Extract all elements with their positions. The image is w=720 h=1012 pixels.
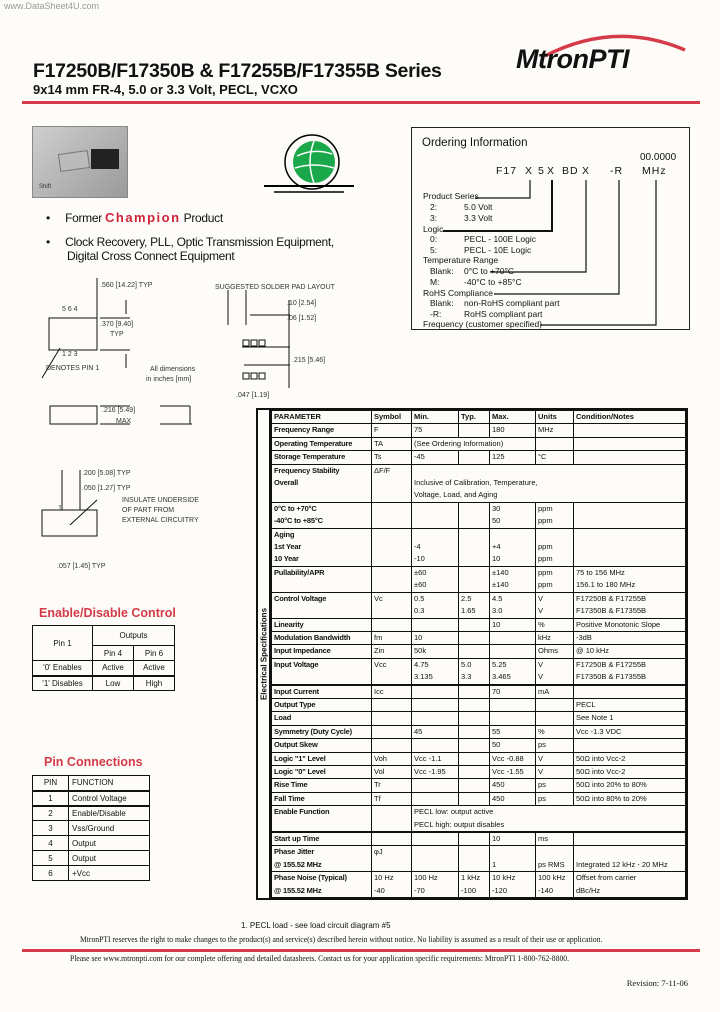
spec-cell bbox=[574, 502, 686, 528]
spec-cell: 0.5 0.3 bbox=[412, 592, 459, 618]
spec-cell: Condition/Notes bbox=[574, 411, 686, 424]
footnote: 1. PECL load - see load circuit diagram #5 bbox=[241, 921, 391, 930]
spec-row bbox=[272, 566, 686, 592]
spec-row bbox=[272, 451, 686, 464]
spec-cell: 125 bbox=[490, 451, 536, 464]
spec-cell: °C bbox=[536, 451, 574, 464]
logic-label: Logic bbox=[423, 224, 444, 234]
spec-cell bbox=[412, 846, 459, 872]
spec-cell: 75 bbox=[412, 424, 459, 437]
spec-cell: 30 50 bbox=[490, 502, 536, 528]
spec-cell: 4.75 3.135 bbox=[412, 658, 459, 684]
pin-function: Enable/Disable bbox=[69, 806, 150, 821]
photo-key-label: Shift bbox=[39, 184, 52, 190]
spec-cell bbox=[459, 631, 490, 644]
pin-number: 5 bbox=[33, 851, 69, 866]
pin-number: 1 bbox=[33, 791, 69, 806]
header-pin4: Pin 4 bbox=[93, 646, 134, 661]
spec-cell: 50 bbox=[490, 739, 536, 752]
spec-row bbox=[272, 618, 686, 631]
rohs-options: Blank: non-RoHS compliant part -R: RoHS compliant part bbox=[430, 298, 560, 319]
spec-cell: 10 kHz -120 bbox=[490, 872, 536, 898]
spec-cell bbox=[459, 528, 490, 566]
spec-cell bbox=[459, 566, 490, 592]
pins-bottom-label: 1 2 3 bbox=[62, 351, 78, 358]
spec-row bbox=[272, 752, 686, 765]
spec-cell: 50Ω into 80% to 20% bbox=[574, 792, 686, 805]
pin-one-marker: 1 bbox=[58, 505, 62, 512]
ordering-title: Ordering Information bbox=[422, 137, 528, 149]
spec-cell: 5.25 3.465 bbox=[490, 658, 536, 684]
spec-cell: 2.5 1.65 bbox=[459, 592, 490, 618]
spec-cell bbox=[412, 618, 459, 631]
spec-cell: mA bbox=[536, 685, 574, 699]
spec-parameter: Rise Time bbox=[272, 779, 372, 792]
spec-cell: 450 bbox=[490, 779, 536, 792]
spec-cell: @ 10 kHz bbox=[574, 645, 686, 658]
spec-cell: ±140 ±140 bbox=[490, 566, 536, 592]
spec-parameter: Start up Time bbox=[272, 832, 372, 846]
spec-parameter: Frequency Stability Overall bbox=[272, 464, 372, 502]
spec-cell: Vcc bbox=[372, 658, 412, 684]
dim-height: .216 [5.49] bbox=[102, 407, 136, 414]
spec-cell: Vcc -1.3 VDC bbox=[574, 725, 686, 738]
spec-parameter: Storage Temperature bbox=[272, 451, 372, 464]
spec-row bbox=[272, 806, 686, 832]
logic-options: 0: PECL - 100E Logic 5: PECL - 10E Logic bbox=[430, 234, 536, 255]
part-code-segment: X bbox=[525, 165, 534, 177]
spec-cell: 450 bbox=[490, 792, 536, 805]
pad-dim-4: .047 [1.19] bbox=[236, 392, 270, 399]
part-code-segment: X bbox=[547, 165, 556, 177]
spec-cell: 50Ω into Vcc-2 bbox=[574, 765, 686, 778]
spec-row bbox=[272, 528, 686, 566]
spec-cell: ps bbox=[536, 739, 574, 752]
spec-cell bbox=[372, 618, 412, 631]
spec-cell bbox=[372, 832, 412, 846]
spec-cell bbox=[459, 502, 490, 528]
spec-cell bbox=[412, 502, 459, 528]
company-logo: MtronPTI bbox=[516, 44, 629, 74]
spec-cell: F17250B & F17255B F17350B & F17355B bbox=[574, 592, 686, 618]
spec-cell bbox=[574, 685, 686, 699]
spec-row bbox=[272, 592, 686, 618]
spec-cell bbox=[459, 832, 490, 846]
spec-cell: Ohms bbox=[536, 645, 574, 658]
spec-cell bbox=[574, 739, 686, 752]
spec-parameter: Logic "0" Level bbox=[272, 765, 372, 778]
spec-parameter: 0°C to +70°C -40°C to +85°C bbox=[272, 502, 372, 528]
page-subtitle: 9x14 mm FR-4, 5.0 or 3.3 Volt, PECL, VCXO bbox=[33, 82, 298, 97]
spec-cell: -4 -10 bbox=[412, 528, 459, 566]
dims-note-2: in inches [mm] bbox=[146, 376, 192, 383]
spec-cell: ps bbox=[536, 779, 574, 792]
spec-cell bbox=[536, 437, 574, 450]
header-function: FUNCTION bbox=[69, 776, 150, 791]
spec-cell bbox=[412, 792, 459, 805]
spec-cell: ΔF/F bbox=[372, 464, 412, 502]
spec-cell bbox=[490, 645, 536, 658]
dim-height-max: MAX bbox=[116, 418, 132, 425]
spec-cell bbox=[412, 685, 459, 699]
spec-row bbox=[272, 846, 686, 872]
spec-cell bbox=[459, 792, 490, 805]
pin-number: 3 bbox=[33, 821, 69, 836]
pins-top-label: 5 6 4 bbox=[62, 306, 78, 313]
spec-cell: 50k bbox=[412, 645, 459, 658]
enable-disable-title: Enable/Disable Control bbox=[39, 606, 176, 620]
spec-cell: TA bbox=[372, 437, 412, 450]
spec-parameter: Output Type bbox=[272, 698, 372, 711]
spec-parameter: Aging 1st Year 10 Year bbox=[272, 528, 372, 566]
spec-cell: kHz bbox=[536, 631, 574, 644]
header-pin6: Pin 6 bbox=[134, 646, 175, 661]
spec-cell bbox=[412, 712, 459, 725]
header-pin: PIN bbox=[33, 776, 69, 791]
spec-parameter: Phase Noise (Typical) @ 155.52 MHz bbox=[272, 872, 372, 898]
spec-cell: 50Ω into Vcc-2 bbox=[574, 752, 686, 765]
spec-cell bbox=[459, 424, 490, 437]
product-series-options: 2: 5.0 Volt 3: 3.3 Volt bbox=[430, 202, 493, 223]
spec-parameter: Load bbox=[272, 712, 372, 725]
spec-parameter: Modulation Bandwidth bbox=[272, 631, 372, 644]
insulate-note-2: OF PART FROM bbox=[122, 507, 175, 514]
spec-parameter: Phase Jitter @ 155.52 MHz bbox=[272, 846, 372, 872]
spec-row bbox=[272, 685, 686, 699]
spec-cell bbox=[459, 739, 490, 752]
spec-cell: Zin bbox=[372, 645, 412, 658]
spec-cell: Inclusive of Calibration, Temperature, Voltage, Load, and Aging bbox=[412, 464, 686, 502]
spec-cell: V bbox=[536, 765, 574, 778]
insulate-note-3: EXTERNAL CIRCUITRY bbox=[122, 517, 199, 524]
part-code-segment: MHz bbox=[642, 165, 667, 177]
spec-cell: -45 bbox=[412, 451, 459, 464]
spec-cell: 100 kHz -140 bbox=[536, 872, 574, 898]
spec-cell bbox=[459, 685, 490, 699]
pin-function: Output bbox=[69, 836, 150, 851]
part-code-segment: X bbox=[582, 165, 591, 177]
header-divider bbox=[22, 101, 700, 104]
spec-cell bbox=[574, 451, 686, 464]
bullet-former: • Former Champion Product bbox=[46, 210, 223, 225]
spec-parameter: Enable Function bbox=[272, 806, 372, 832]
pin-function: Control Voltage bbox=[69, 791, 150, 806]
spec-parameter: Pullability/APR bbox=[272, 566, 372, 592]
product-text: Product bbox=[183, 211, 223, 225]
revision: Revision: 7-11-06 bbox=[626, 978, 688, 988]
spec-cell: Ts bbox=[372, 451, 412, 464]
spec-cell: F17250B & F17255B F17350B & F17355B bbox=[574, 658, 686, 684]
solder-pad-title: SUGGESTED SOLDER PAD LAYOUT bbox=[215, 284, 335, 291]
table-row bbox=[33, 836, 150, 851]
spec-cell bbox=[412, 832, 459, 846]
spec-row bbox=[272, 765, 686, 778]
spec-row bbox=[272, 792, 686, 805]
spec-cell bbox=[412, 739, 459, 752]
spec-row bbox=[272, 725, 686, 738]
spec-cell bbox=[574, 832, 686, 846]
spec-row bbox=[272, 437, 686, 450]
part-code-segment: -R bbox=[610, 165, 624, 177]
spec-table bbox=[271, 410, 686, 898]
spec-header-row bbox=[272, 411, 686, 424]
apps-line1: Clock Recovery, PLL, Optic Transmission Equipment, bbox=[65, 235, 334, 249]
dim-length: .560 [14.22] TYP bbox=[100, 282, 153, 289]
apps-line2: Digital Cross Connect Equipment bbox=[67, 249, 235, 263]
spec-cell: -3dB bbox=[574, 631, 686, 644]
header-pin1: Pin 1 bbox=[33, 626, 93, 661]
spec-cell: 10 bbox=[490, 618, 536, 631]
spec-cell: PECL bbox=[574, 698, 686, 711]
pad-dim-3: .215 [5.46] bbox=[292, 357, 326, 364]
table-row bbox=[33, 866, 150, 881]
spec-cell: 45 bbox=[412, 725, 459, 738]
spec-cell: 10 bbox=[412, 631, 459, 644]
spec-cell bbox=[490, 698, 536, 711]
spec-cell bbox=[459, 725, 490, 738]
spec-cell bbox=[372, 739, 412, 752]
spec-parameter: PARAMETER bbox=[272, 411, 372, 424]
part-code-segment: 5 bbox=[538, 165, 545, 177]
spec-cell: 10 bbox=[490, 832, 536, 846]
spec-cell bbox=[574, 528, 686, 566]
spec-cell bbox=[372, 502, 412, 528]
spec-cell: Min. bbox=[412, 411, 459, 424]
spec-side-label: Electrical Specifications bbox=[258, 410, 271, 898]
spec-cell bbox=[459, 779, 490, 792]
spec-row bbox=[272, 502, 686, 528]
spec-parameter: Input Voltage bbox=[272, 658, 372, 684]
spec-cell bbox=[574, 437, 686, 450]
spec-cell: Vc bbox=[372, 592, 412, 618]
spec-cell: See Note 1 bbox=[574, 712, 686, 725]
spec-row bbox=[272, 698, 686, 711]
rohs-compliant-icon bbox=[262, 126, 362, 200]
enable-disable-table bbox=[32, 625, 175, 691]
page-title: F17250B/F17350B & F17255B/F17355B Series bbox=[33, 60, 442, 82]
spec-cell: Positive Monotonic Slope bbox=[574, 618, 686, 631]
spec-cell bbox=[536, 712, 574, 725]
spec-cell: Vcc -0.88 bbox=[490, 752, 536, 765]
pin-function: +Vcc bbox=[69, 866, 150, 881]
insulate-note-1: INSULATE UNDERSIDE bbox=[122, 497, 199, 504]
spec-cell bbox=[372, 725, 412, 738]
part-code-segment: BD bbox=[562, 165, 579, 177]
spec-cell: 1 bbox=[490, 846, 536, 872]
spec-cell: fm bbox=[372, 631, 412, 644]
spec-cell bbox=[372, 566, 412, 592]
spec-cell: +4 10 bbox=[490, 528, 536, 566]
pin-function: Vss/Ground bbox=[69, 821, 150, 836]
table-row: '0' Enables Active Active bbox=[33, 661, 175, 676]
spec-cell bbox=[459, 765, 490, 778]
pin-function: Output bbox=[69, 851, 150, 866]
pad-dim-1: .10 [2.54] bbox=[287, 300, 317, 307]
spec-cell bbox=[372, 712, 412, 725]
spec-cell bbox=[372, 528, 412, 566]
spec-parameter: Input Current bbox=[272, 685, 372, 699]
spec-cell: Units bbox=[536, 411, 574, 424]
pin-connections-title: Pin Connections bbox=[44, 755, 143, 769]
spec-cell bbox=[574, 424, 686, 437]
spec-cell: Typ. bbox=[459, 411, 490, 424]
spec-cell: Vcc -1.95 bbox=[412, 765, 459, 778]
spec-cell: % bbox=[536, 618, 574, 631]
spec-parameter: Control Voltage bbox=[272, 592, 372, 618]
spec-cell: Icc bbox=[372, 685, 412, 699]
spec-cell: MHz bbox=[536, 424, 574, 437]
spec-cell: ms bbox=[536, 832, 574, 846]
spec-cell: V bbox=[536, 752, 574, 765]
spec-row bbox=[272, 645, 686, 658]
spec-cell: ppm ppm bbox=[536, 528, 574, 566]
spec-row bbox=[272, 872, 686, 898]
ordering-information bbox=[411, 127, 690, 330]
spec-row bbox=[272, 779, 686, 792]
spec-cell bbox=[459, 698, 490, 711]
spec-row bbox=[272, 424, 686, 437]
spec-cell bbox=[459, 645, 490, 658]
spec-cell bbox=[490, 712, 536, 725]
spec-cell: Tf bbox=[372, 792, 412, 805]
spec-cell bbox=[459, 618, 490, 631]
spec-cell: 5.0 3.3 bbox=[459, 658, 490, 684]
header-outputs: Outputs bbox=[93, 626, 175, 646]
spec-cell: 75 to 156 MHz 156.1 to 180 MHz bbox=[574, 566, 686, 592]
spec-cell: Tr bbox=[372, 779, 412, 792]
spec-row bbox=[272, 739, 686, 752]
spec-cell: 1 kHz -100 bbox=[459, 872, 490, 898]
dim-pad-width: .050 [1.27] TYP bbox=[82, 485, 131, 492]
spec-cell: PECL low: output active PECL high: output disables bbox=[412, 806, 686, 832]
spec-cell: (See Ordering Information) bbox=[412, 437, 536, 450]
spec-cell: 70 bbox=[490, 685, 536, 699]
spec-cell bbox=[459, 846, 490, 872]
pad-dim-2: .06 [1.52] bbox=[287, 315, 317, 322]
spec-parameter: Operating Temperature bbox=[272, 437, 372, 450]
product-photo bbox=[32, 126, 128, 198]
dim-width: .370 [9.40] bbox=[100, 321, 134, 328]
table-row bbox=[33, 806, 150, 821]
pin-connections-table bbox=[32, 775, 150, 881]
spec-cell bbox=[459, 712, 490, 725]
pin-number: 2 bbox=[33, 806, 69, 821]
electrical-specifications bbox=[256, 408, 688, 900]
spec-cell bbox=[490, 631, 536, 644]
pin-number: 6 bbox=[33, 866, 69, 881]
spec-cell: 100 Hz -70 bbox=[412, 872, 459, 898]
dims-note-1: All dimensions bbox=[150, 366, 196, 373]
spec-row bbox=[272, 631, 686, 644]
spec-cell bbox=[536, 698, 574, 711]
spec-cell: F bbox=[372, 424, 412, 437]
dim-width-typ: TYP bbox=[110, 331, 124, 338]
spec-cell: Voh bbox=[372, 752, 412, 765]
spec-cell: ps bbox=[536, 792, 574, 805]
spec-cell: 4.5 3.0 bbox=[490, 592, 536, 618]
spec-parameter: Output Skew bbox=[272, 739, 372, 752]
table-row: '1' Disables Low High bbox=[33, 676, 175, 691]
table-row bbox=[33, 791, 150, 806]
pin1-note: DENOTES PIN 1 bbox=[46, 365, 100, 372]
freq-example: 00.0000 bbox=[640, 152, 677, 163]
spec-cell: % bbox=[536, 725, 574, 738]
bullet-applications: • Clock Recovery, PLL, Optic Transmission Equipment, Digital Cross Connect Equipment bbox=[46, 235, 334, 263]
former-text: Former bbox=[65, 211, 102, 225]
spec-row bbox=[272, 712, 686, 725]
rohs-label: RoHS Compliance bbox=[423, 288, 493, 298]
spec-cell: Vcc -1.55 bbox=[490, 765, 536, 778]
spec-parameter: Logic "1" Level bbox=[272, 752, 372, 765]
spec-row bbox=[272, 832, 686, 846]
temperature-options: Blank: 0°C to +70°C M: -40°C to +85°C bbox=[430, 266, 522, 287]
spec-parameter: Symmetry (Duty Cycle) bbox=[272, 725, 372, 738]
spec-cell: ppm ppm bbox=[536, 502, 574, 528]
spec-cell bbox=[372, 698, 412, 711]
spec-parameter: Fall Time bbox=[272, 792, 372, 805]
spec-cell: Integrated 12 kHz - 20 MHz bbox=[574, 846, 686, 872]
spec-cell: Vcc -1.1 bbox=[412, 752, 459, 765]
spec-cell: 55 bbox=[490, 725, 536, 738]
spec-row bbox=[272, 658, 686, 684]
spec-cell: ppm ppm bbox=[536, 566, 574, 592]
spec-cell bbox=[372, 806, 412, 832]
spec-cell: ±60 ±60 bbox=[412, 566, 459, 592]
product-series-label: Product Series bbox=[423, 191, 479, 201]
dim-pad-len: .057 [1.45] TYP bbox=[57, 563, 106, 570]
spec-parameter: Linearity bbox=[272, 618, 372, 631]
spec-cell: V V bbox=[536, 592, 574, 618]
spec-cell: Offset from carrier dBc/Hz bbox=[574, 872, 686, 898]
temperature-label: Temperature Range bbox=[423, 255, 499, 265]
contact-line: Please see www.mtronpti.com for our complete offering and detailed datasheets. Contact us for your application specific requirements: MtronPTI 1-800-762-8800. bbox=[70, 953, 570, 963]
pin-number: 4 bbox=[33, 836, 69, 851]
spec-cell: ps RMS bbox=[536, 846, 574, 872]
spec-cell bbox=[459, 752, 490, 765]
disclaimer: MtronPTI reserves the right to make changes to the product(s) and service(s) described herein without notice. No liability is assumed as a result of their use or application. bbox=[80, 934, 603, 944]
frequency-label: Frequency (customer specified) bbox=[423, 319, 543, 329]
table-row bbox=[33, 851, 150, 866]
part-code-segment: F17 bbox=[496, 165, 518, 177]
spec-cell: 50Ω into 20% to 80% bbox=[574, 779, 686, 792]
champion-logo: Champion bbox=[105, 210, 181, 225]
spec-cell: V V bbox=[536, 658, 574, 684]
spec-parameter: Input Impedance bbox=[272, 645, 372, 658]
spec-row bbox=[272, 464, 686, 502]
dim-pitch: .200 [5.08] TYP bbox=[82, 470, 131, 477]
watermark: www.DataSheet4U.com bbox=[4, 1, 100, 11]
spec-cell bbox=[412, 779, 459, 792]
spec-cell: 180 bbox=[490, 424, 536, 437]
spec-cell: 10 Hz -40 bbox=[372, 872, 412, 898]
table-row bbox=[33, 821, 150, 836]
spec-cell bbox=[412, 698, 459, 711]
spec-cell bbox=[459, 451, 490, 464]
spec-parameter: Frequency Range bbox=[272, 424, 372, 437]
footer-divider bbox=[22, 949, 700, 952]
spec-cell: Symbol bbox=[372, 411, 412, 424]
spec-cell: Vol bbox=[372, 765, 412, 778]
spec-cell: Max. bbox=[490, 411, 536, 424]
spec-cell: φJ bbox=[372, 846, 412, 872]
